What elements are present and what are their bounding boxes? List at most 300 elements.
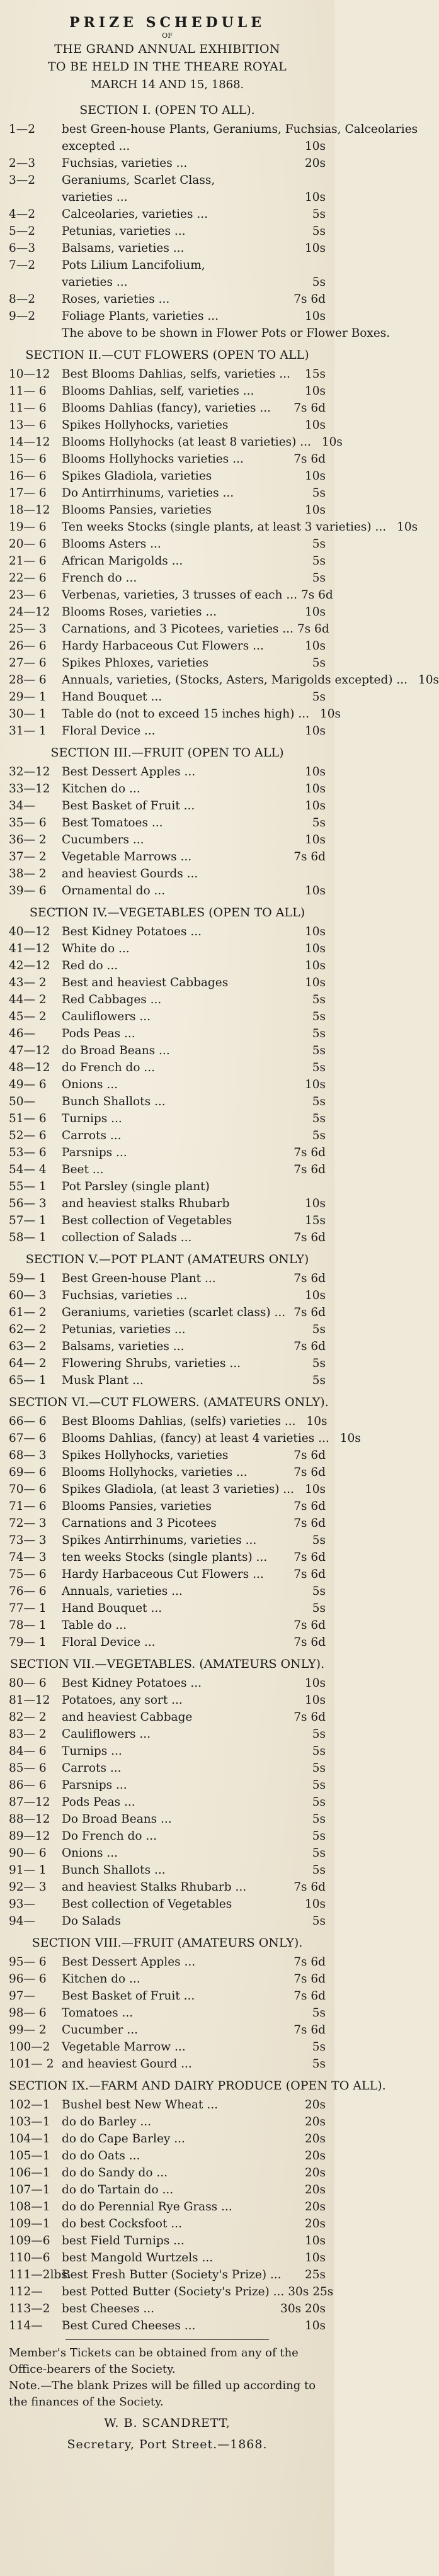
prize-entry [9,257,326,274]
entry-description: best Field Turnips ... [62,2234,185,2247]
entry-prize: 20s [304,2166,326,2179]
entry-prize: 10s [304,884,326,897]
prize-entry [9,570,326,587]
entry-prize: 7s 6d [294,1466,326,1479]
entry-description: Carrots ... [62,1129,122,1142]
entry-number: 77— 1 [9,1602,47,1615]
entry-description: do do Tartain do ... [62,2183,174,2196]
entry-description: African Marigolds ... [62,554,183,568]
entry-prize: 15s [304,368,326,381]
section-heading: SECTION II.—CUT FLOWERS (OPEN TO ALL) [25,348,309,362]
entry-prize: 7s 6d [294,1972,326,1986]
prize-entry [9,1617,326,1634]
entry-description: Tomatoes ... [62,2006,134,2020]
entry-number: 44— 2 [9,993,47,1006]
prize-entry [9,1879,326,1896]
entry-number: 63— 2 [9,1340,47,1353]
section-heading: SECTION VIII.—FRUIT (AMATEURS ONLY). [31,1936,303,1950]
entry-prize: 10s [397,520,418,534]
entry-description: Do Broad Beans ... [62,1813,172,1826]
entry-prize: 5s [312,1323,326,1336]
entry-description: Best collection of Vegetables [62,1214,232,1227]
entry-number: 53— 6 [9,1146,47,1159]
section-heading: SECTION IX.—FARM AND DAIRY PRODUCE (OPEN TO ALL). [9,2079,386,2093]
entry-description: Petunias, varieties ... [62,225,186,238]
entry-description: do French do ... [62,1061,156,1074]
entry-description: do do Cape Barley ... [62,2132,185,2146]
prize-entry [9,1178,326,1195]
entry-prize: 10s [304,959,326,972]
entry-prize: 7s 6d [294,402,326,415]
entry-number: 34— [9,799,36,813]
entry-prize: 10s [304,782,326,796]
entry-prize: 7s 6d [294,1163,326,1176]
entry-description: Table do (not to exceed 15 inches high) ... [62,707,309,721]
entry-number: 2—3 [9,157,36,170]
prize-entry [9,1828,326,1845]
entry-number: 72— 3 [9,1517,47,1530]
entry-description: Balsams, varieties ... [62,242,185,255]
entry-prize: 5s [312,487,326,500]
prize-entry [9,1229,326,1246]
entry-description: Cauliflowers ... [62,1728,151,1741]
prize-entry [9,621,329,638]
entry-description: Vegetable Marrows ... [62,850,192,863]
prize-entry [9,672,439,689]
entry-prize: 5s [312,1357,326,1370]
prize-entry [9,1675,326,1692]
entry-prize: 15s [304,1214,326,1227]
entry-description: Musk Plant ... [62,1374,144,1387]
entry-prize: 5s [312,1762,326,1775]
entry-number: 110—6 [9,2251,50,2264]
entry-number: 39— 6 [9,884,47,897]
entry-number: 57— 1 [9,1214,47,1227]
entry-number: 14—12 [9,436,50,449]
entry-number: 102—1 [9,2098,50,2112]
entry-number: 8—2 [9,293,36,306]
entry-prize: 5s [312,1813,326,1826]
prize-entry [9,814,326,831]
entry-number: 81—12 [9,1694,50,1707]
entry-description: best Cheeses ... [62,2302,155,2315]
entry-prize: 7s 6d [294,1500,326,1513]
entry-description: The above to be shown in Flower Pots or Flower Boxes. [62,327,391,340]
entry-description: Potatoes, any sort ... [62,1694,183,1707]
entry-prize: 5s [312,2006,326,2020]
entry-number: 78— 1 [9,1619,47,1632]
entry-prize: 7s 6d [294,1449,326,1462]
entry-description: Spikes Hollyhocks, varieties [62,419,229,432]
prize-entry [9,2181,326,2198]
entry-prize: 10s [304,1289,326,1302]
entry-number: 69— 6 [9,1466,47,1479]
prize-entry [9,1515,326,1532]
prize-entry [9,882,326,899]
entry-prize: 5s [312,2057,326,2071]
entry-number: 38— 2 [9,867,47,880]
entry-number: 88—12 [9,1813,50,1826]
entry-description: Blooms Dahlias, (fancy) at least 4 varieties ... [62,1432,329,1445]
entry-number: 84— 6 [9,1745,47,1758]
prize-entry [9,2232,326,2249]
entry-prize: 10s [304,140,326,153]
prize-entry [9,485,326,502]
entry-prize: 5s [312,1728,326,1741]
entry-prize: 7s 6d [294,1711,326,1724]
entry-description: best Green-house Plants, Geraniums, Fuchsias, Calceolaries [62,123,418,136]
entry-prize: 10s [304,470,326,483]
entry-description: Bunch Shallots ... [62,1095,166,1108]
entry-description: Blooms Pansies, varieties [62,1500,212,1513]
entry-prize: 20s [304,2149,326,2163]
prize-entry [9,240,326,257]
entry-prize: 10s [304,1694,326,1707]
entry-prize: 5s [312,1847,326,1860]
entry-number: 60— 3 [9,1289,47,1302]
entry-prize: 20s [304,2183,326,2196]
entry-prize: 5s [312,993,326,1006]
entry-description: Bunch Shallots ... [62,1864,166,1877]
entry-number: 42—12 [9,959,50,972]
note-blank-prizes: Note.—The blank Prizes will be filled up according to the finances of the Society. [9,2379,316,2409]
entry-description: Pot Parsley (single plant) [62,1180,210,1193]
entry-number: 68— 3 [9,1449,47,1462]
entry-description: Blooms Dahlias (fancy), varieties ... [62,402,271,415]
entry-number: 70— 6 [9,1483,47,1496]
entry-description: Blooms Hollyhocks (at least 8 varieties) ... [62,436,311,449]
entry-description: Best Kidney Potatoes ... [62,925,202,938]
entry-number: 96— 6 [9,1972,47,1986]
entry-description: Carnations and 3 Picotees [62,1517,217,1530]
entry-number: 76— 6 [9,1585,47,1598]
entry-number: 112— [9,2285,43,2298]
prize-entry [9,1709,326,1726]
entry-number: 83— 2 [9,1728,47,1741]
entry-description: Spikes Gladiola, varieties [62,470,212,483]
schedule-sections [9,101,439,2334]
prize-entry [9,1532,326,1549]
entry-number: 55— 1 [9,1180,47,1193]
prize-entry [9,1566,326,1583]
prize-entry [9,655,326,672]
entry-prize: 10s [304,605,326,619]
prize-entry [9,2266,326,2283]
prize-entry [9,1634,326,1651]
entry-number: 52— 6 [9,1129,47,1142]
prize-entry [9,519,418,536]
entry-number: 33—12 [9,782,50,796]
prize-entry [9,1270,326,1287]
entry-prize: 10s [304,385,326,398]
entry-number: 10—12 [9,368,50,381]
prize-entry [9,325,391,342]
entry-prize: 5s [312,1061,326,1074]
entry-number: 11— 6 [9,402,47,415]
prize-entry [9,1447,326,1464]
prize-entry [9,1025,326,1042]
entry-description: Geraniums, Scarlet Class, [62,174,215,187]
entry-description: Verbenas, varieties, 3 trusses of each ... [62,588,297,602]
entry-prize: 10s [321,436,343,449]
entry-description: do best Cocksfoot ... [62,2217,182,2230]
prize-entry [9,366,326,383]
prize-entry [9,1372,326,1389]
entry-description: do Broad Beans ... [62,1044,170,1057]
prize-entry [9,1321,326,1338]
prize-entry [9,189,326,206]
entry-number: 47—12 [9,1044,50,1057]
prize-entry [9,1212,326,1229]
prize-entry [9,1743,326,1760]
entry-number: 65— 1 [9,1374,47,1387]
prize-entry [9,223,326,240]
entry-prize: 10s [304,1898,326,1911]
entry-prize: 7s 6d [294,1551,326,1564]
entry-prize: 10s [339,1432,361,1445]
entry-number: 87—12 [9,1796,50,1809]
entry-prize: 5s [312,1864,326,1877]
section-heading: SECTION III.—FRUIT (OPEN TO ALL) [50,746,284,760]
entry-prize: 7s 6d [297,622,329,636]
entry-description: Do Salads [62,1915,121,1928]
entry-description: Spikes Antirrhinums, varieties ... [62,1534,257,1547]
entry-description: Spikes Phloxes, varieties [62,656,209,670]
entry-number: 80— 6 [9,1677,47,1690]
entry-description: Fuchsias, varieties ... [62,1289,188,1302]
entry-description: Carrots ... [62,1762,122,1775]
prize-entry [9,1896,326,1913]
prize-entry [9,1076,326,1093]
prize-entry [9,1304,326,1321]
prize-entry [9,206,326,223]
prize-entry [9,1127,326,1144]
entry-description: Blooms Dahlias, self, varieties ... [62,385,254,398]
entry-prize: 10s [304,925,326,938]
entry-number: 104—1 [9,2132,50,2146]
prize-entry [9,1042,326,1059]
entry-description: and heaviest Gourd ... [62,2057,192,2071]
entry-description: Spikes Hollyhocks, varieties [62,1449,229,1462]
prize-entry [9,706,341,723]
entry-number: 5—2 [9,225,36,238]
entry-prize: 7s 6d [294,1881,326,1894]
entry-description: and heaviest Stalks Rhubarb ... [62,1881,247,1894]
entry-number: 40—12 [9,925,50,938]
prize-entry [9,1760,326,1777]
prize-entry [9,923,326,940]
entry-number: 100—2 [9,2040,50,2054]
entry-number: 99— 2 [9,2023,47,2037]
entry-description: Annuals, varieties, (Stocks, Asters, Marigolds excepted) ... [62,673,408,687]
entry-number: 25— 3 [9,622,47,636]
entry-number: 73— 3 [9,1534,47,1547]
entry-description: do do Sandy do ... [62,2166,168,2179]
entry-description: Hand Bouquet ... [62,690,162,704]
entry-description: Best Dessert Apples ... [62,1955,196,1969]
entry-number: 6—3 [9,242,36,255]
entry-description: Roses, varieties ... [62,293,170,306]
entry-number: 17— 6 [9,487,47,500]
prize-entry [9,1144,326,1161]
prize-entry [9,1811,326,1828]
entry-description: Blooms Hollyhocks, varieties ... [62,1466,248,1479]
entry-prize: 5s [312,537,326,551]
entry-description: Blooms Hollyhocks varieties ... [62,453,244,466]
entry-description: Vegetable Marrow ... [62,2040,186,2054]
entry-description: and heaviest Gourds ... [62,867,198,880]
entry-description: Best Dessert Apples ... [62,765,196,779]
prize-entry [9,865,326,882]
entry-number: 26— 6 [9,639,47,653]
prize-entry [9,763,326,780]
prize-entry [9,587,333,604]
entry-number: 24—12 [9,605,50,619]
entry-prize: 7s 6d [294,850,326,863]
entry-number: 3—2 [9,174,36,187]
prize-entry [9,1777,326,1794]
prize-entry [9,2130,326,2147]
entry-number: 86— 6 [9,1779,47,1792]
entry-description: Best collection of Vegetables [62,1898,232,1911]
prize-entry [9,1600,326,1617]
prize-entry [9,308,326,325]
prize-entry [9,957,326,974]
prize-entry [9,1355,326,1372]
entry-description: Pods Peas ... [62,1796,135,1809]
entry-number: 92— 3 [9,1881,47,1894]
entry-prize: 10s [304,2251,326,2264]
entry-description: Parsnips ... [62,1779,127,1792]
prize-entry [9,1464,326,1481]
entry-number: 94— [9,1915,36,1928]
prize-entry [9,1988,326,2005]
entry-number: 45— 2 [9,1010,47,1023]
prize-entry [9,1583,326,1600]
entry-prize: 5s [312,1779,326,1792]
entry-prize: 5s [312,1745,326,1758]
entry-description: Pots Lilium Lancifolium, [62,259,205,272]
entry-prize: 5s [312,1915,326,1928]
entry-number: 1—2 [9,123,36,136]
entry-prize: 25s [304,2268,326,2281]
entry-description: French do ... [62,571,137,585]
prize-entry [9,1413,326,1430]
entry-prize: 20s [304,2200,326,2213]
entry-description: Red do ... [62,959,118,972]
prize-entry [9,1726,326,1743]
entry-number: 106—1 [9,2166,50,2179]
entry-prize: 10s [304,942,326,955]
entry-number: 75— 6 [9,1568,47,1581]
entry-prize: 10s [304,2234,326,2247]
entry-description: Cucumber ... [62,2023,139,2037]
entry-number: 30— 1 [9,707,47,721]
prize-entry [9,417,326,434]
prize-entry [9,553,326,570]
entry-description: varieties ... [62,191,128,204]
entry-number: 31— 1 [9,724,47,738]
prize-entry [9,2300,326,2317]
entry-number: 97— [9,1989,36,2003]
entry-prize: 10s [304,976,326,989]
prize-entry [9,1287,326,1304]
entry-prize: 7s 6d [294,1989,326,2003]
document-of: OF [162,31,173,40]
entry-prize: 7s 6d [294,1619,326,1632]
entry-number: 11— 6 [9,385,47,398]
entry-description: Best Blooms Dahlias, (selfs) varieties ... [62,1415,296,1428]
entry-prize: 5s [312,1585,326,1598]
entry-prize: 5s [312,816,326,830]
prize-entry [9,723,326,740]
entry-number: 20— 6 [9,537,47,551]
entry-prize: 5s [312,554,326,568]
entry-description: White do ... [62,942,130,955]
entry-prize: 30s 20s [280,2302,326,2315]
entry-number: 67— 6 [9,1432,47,1445]
entry-description: Turnips ... [62,1112,122,1125]
entry-number: 50— [9,1095,36,1108]
entry-prize: 10s [304,833,326,846]
entry-number: 59— 1 [9,1272,47,1285]
entry-number: 79— 1 [9,1636,47,1649]
entry-description: best Potted Butter (Society's Prize) ... [62,2285,285,2298]
entry-description: Floral Device ... [62,724,156,738]
entry-description: Hardy Harbaceous Cut Flowers ... [62,1568,264,1581]
entry-description: Beet ... [62,1163,104,1176]
prize-entry [9,2317,326,2334]
entry-number: 98— 6 [9,2006,47,2020]
entry-description: Spikes Gladiola, (at least 3 varieties) ... [62,1483,294,1496]
prize-entry [9,689,326,706]
prize-entry [9,974,326,991]
entry-description: Cucumbers ... [62,833,144,846]
entry-description: excepted ... [62,140,130,153]
entry-description: Annuals, varieties ... [62,1585,183,1598]
prize-entry [9,400,326,417]
entry-number: 36— 2 [9,833,47,846]
prize-entry [9,1430,361,1447]
entry-description: Onions ... [62,1078,118,1091]
entry-prize: 20s [304,2217,326,2230]
entry-prize: 10s [304,765,326,779]
entry-description: Blooms Roses, varieties ... [62,605,217,619]
prize-entry [9,155,326,172]
prize-entry [9,797,326,814]
entry-prize: 5s [312,208,326,221]
entry-prize: 7s 6d [300,588,333,602]
entry-number: 62— 2 [9,1323,47,1336]
prize-entry [9,1110,326,1127]
entry-description: Pods Peas ... [62,1027,135,1040]
entry-prize: 10s [304,639,326,653]
entry-prize: 5s [312,225,326,238]
entry-prize: 5s [312,1830,326,1843]
prize-entry [9,2164,326,2181]
prize-entry [9,1008,326,1025]
entry-description: Hardy Harbaceous Cut Flowers ... [62,639,264,653]
document-subtitle [9,40,326,76]
entry-description: Kitchen do ... [62,782,140,796]
divider [66,2339,269,2340]
entry-description: Onions ... [62,1847,118,1860]
prize-entry [9,536,326,553]
entry-description: Balsams, varieties ... [62,1340,185,1353]
entry-number: 89—12 [9,1830,50,1843]
prize-entry [9,831,326,848]
prize-entry [9,1059,326,1076]
